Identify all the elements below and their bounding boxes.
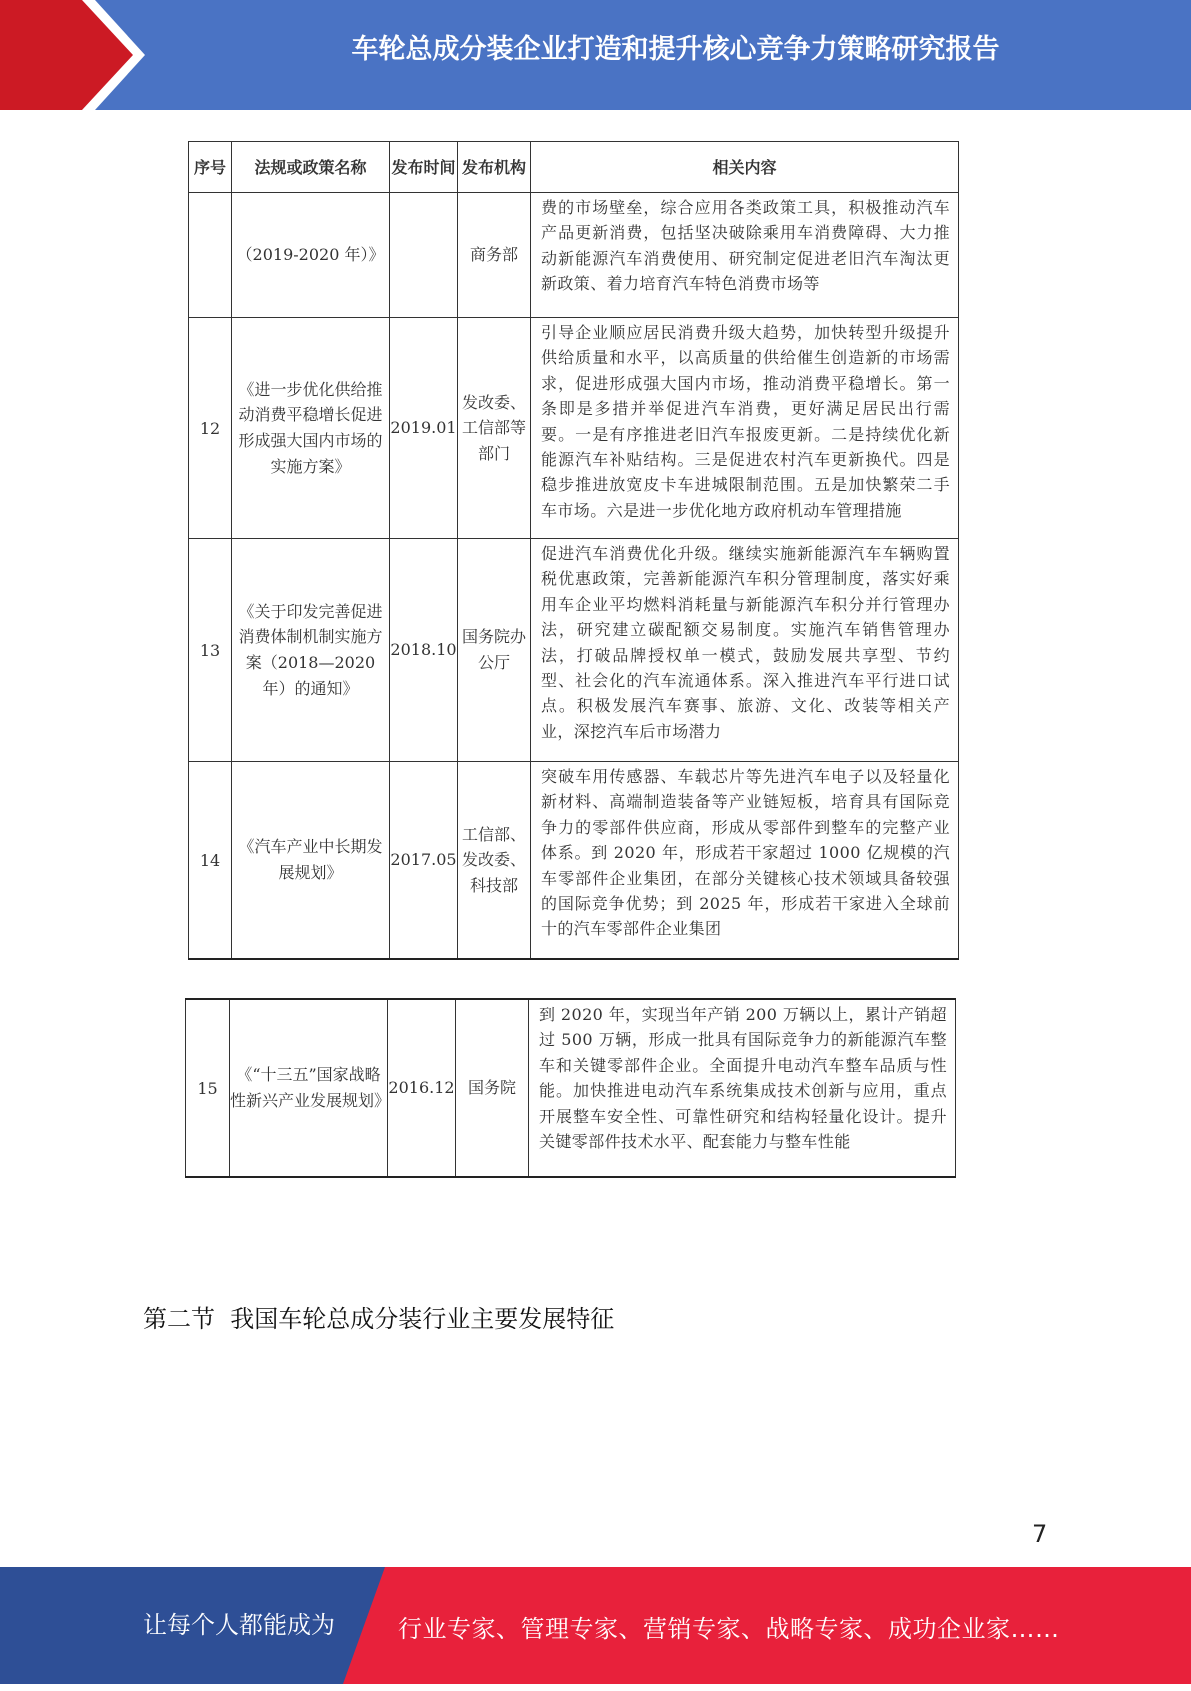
row-no: 14 (189, 762, 232, 960)
row-name: （2019-2020 年）》 (232, 193, 390, 318)
header-date: 发布时间 (390, 142, 458, 193)
table-row (189, 539, 959, 762)
footer-slogan-right: 行业专家、管理专家、营销专家、战略专家、成功企业家…… (398, 1615, 1060, 1643)
row-content: 费的市场壁垒，综合应用各类政策工具，积极推动汽车产品更新消费，包括坚决破除乘用车消费障碍、大力推动新能源汽车消费使用、研究制定促进老旧汽车淘汰更新政策、着力培育汽车特色消费市场等 (531, 193, 959, 318)
row-content: 促进汽车消费优化升级。继续实施新能源汽车车辆购置税优惠政策，完善新能源汽车积分管理制度，落实好乘用车企业平均燃料消耗量与新能源汽车积分并行管理办法，研究建立碳配额交易制度。实施汽车销售管理办法，打破品牌授权单一模式，鼓励发展共享型、节约型、社会化的汽车流通体系。深入推进汽车平行进口试点。积极发展汽车赛事、旅游、文化、改装等相关产业，深挖汽车后市场潜力 (531, 539, 959, 762)
table-row (189, 318, 959, 539)
row-no (189, 193, 232, 318)
row-name: 《汽车产业中长期发展规划》 (232, 762, 390, 960)
row-content: 突破车用传感器、车载芯片等先进汽车电子以及轻量化新材料、高端制造装备等产业链短板，培育具有国际竞争力的零部件供应商，形成从零部件到整车的完整产业体系。到 2020 年，形成若干家超过 1000 亿规模的汽车零部件企业集团，在部分关键核心技术领域具备较强的国际竞争优势；到 2025 年，形成若干家进入全球前十的汽车零部件企业集团 (531, 762, 959, 960)
footer-banner (0, 1567, 1191, 1684)
header-name: 法规或政策名称 (232, 142, 390, 193)
row-date: 2017.05 (390, 762, 458, 960)
header-arrow-icon (0, 0, 170, 110)
header-org: 发布机构 (458, 142, 531, 193)
page-number: 7 (1032, 1520, 1048, 1548)
table-row (189, 193, 959, 318)
row-org: 国务院办公厅 (458, 539, 531, 762)
row-no: 13 (189, 539, 232, 762)
row-date (390, 193, 458, 318)
row-no: 15 (186, 999, 230, 1177)
policy-table (188, 141, 959, 960)
table-row (189, 762, 959, 960)
row-name: 《进一步优化供给推动消费平稳增长促进形成强大国内市场的实施方案》 (232, 318, 390, 539)
header-no: 序号 (189, 142, 232, 193)
row-name: 《“十三五”国家战略性新兴产业发展规划》 (230, 999, 388, 1177)
row-content: 到 2020 年，实现当年产销 200 万辆以上，累计产销超过 500 万辆，形成一批具有国际竞争力的新能源汽车整车和关键零部件企业。全面提升电动汽车整车品质与性能。加快推进电动汽车系统集成技术创新与应用，重点开展整车安全性、可靠性研究和结构轻量化设计。提升关键零部件技术水平、配套能力与整车性能 (529, 999, 956, 1177)
row-org: 工信部、发改委、科技部 (458, 762, 531, 960)
header-banner (0, 0, 1191, 110)
row-name: 《关于印发完善促进消费体制机制实施方案（2018—2020 年）的通知》 (232, 539, 390, 762)
row-date: 2019.01 (390, 318, 458, 539)
row-no: 12 (189, 318, 232, 539)
row-org: 发改委、工信部等部门 (458, 318, 531, 539)
row-org: 国务院 (456, 999, 529, 1177)
table-header-row (189, 142, 959, 193)
policy-table-continued (185, 998, 956, 1178)
header-content: 相关内容 (531, 142, 959, 193)
row-date: 2018.10 (390, 539, 458, 762)
footer-slogan-left: 让每个人都能成为 (143, 1611, 335, 1639)
section-heading: 第二节 我国车轮总成分装行业主要发展特征 (143, 1305, 615, 1333)
row-date: 2016.12 (388, 999, 456, 1177)
row-content: 引导企业顺应居民消费升级大趋势，加快转型升级提升供给质量和水平，以高质量的供给催生创造新的市场需求，促进形成强大国内市场，推动消费平稳增长。第一条即是多措并举促进汽车消费，更好满足居民出行需要。一是有序推进老旧汽车报废更新。二是持续优化新能源汽车补贴结构。三是促进农村汽车更新换代。四是稳步推进放宽皮卡车进城限制范围。五是加快繁荣二手车市场。六是进一步优化地方政府机动车管理措施 (531, 318, 959, 539)
row-org: 商务部 (458, 193, 531, 318)
report-title: 车轮总成分装企业打造和提升核心竞争力策略研究报告 (351, 34, 1000, 65)
table-row (186, 999, 956, 1177)
